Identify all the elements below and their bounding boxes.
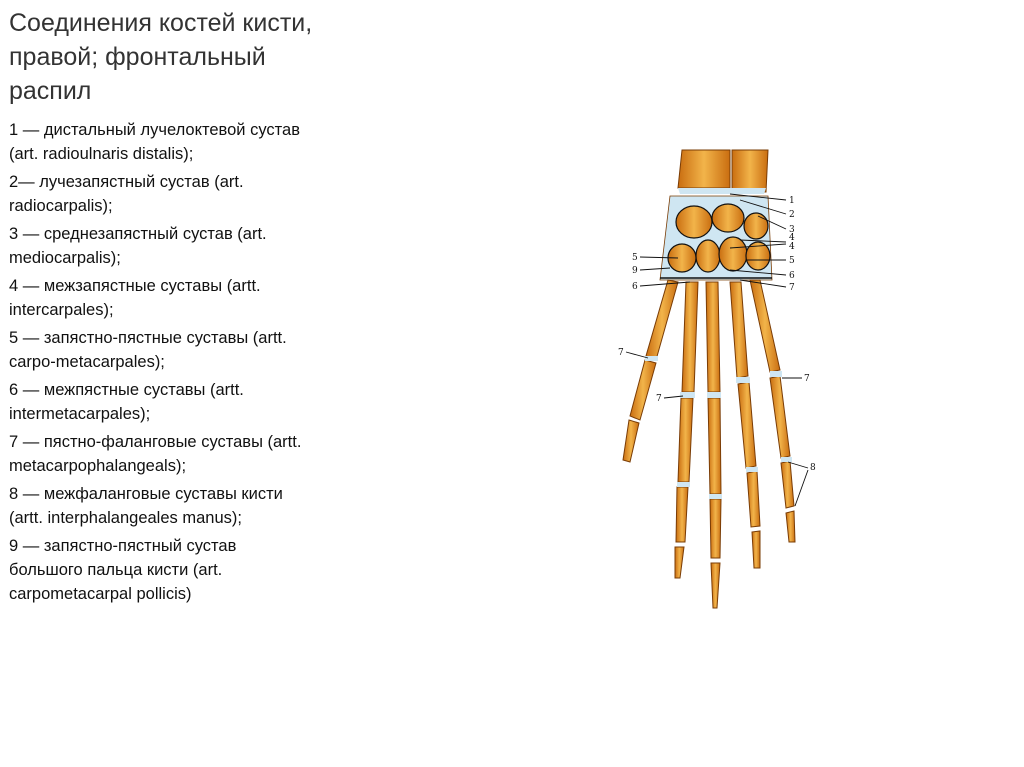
legend-item-2: [9, 170, 389, 218]
legend-item-3-line-2: mediocarpalis);: [9, 249, 121, 267]
legend-item-1: [9, 118, 389, 166]
legend-item-4-line-1: 4 — межзапястные суставы (artt.: [9, 277, 261, 295]
label-6-left: 6: [632, 282, 638, 292]
label-7-thumb: 7: [618, 348, 624, 358]
legend-item-8-line-2: (artt. interphalangeales manus);: [9, 509, 242, 527]
legend-item-1-line-2: (art. radioulnaris distalis);: [9, 145, 194, 163]
label-8: 8: [810, 463, 816, 473]
legend-item-9: [9, 534, 389, 606]
label-9-left: 9: [632, 266, 638, 276]
legend-item-7: [9, 430, 389, 478]
carpal-bones: [660, 196, 772, 280]
legend-item-8-line-1: 8 — межфаланговые суставы кисти: [9, 485, 283, 503]
legend-item-7-line-2: metacarpophalangeals);: [9, 457, 187, 475]
title-line-1: Соединения костей кисти,: [9, 9, 313, 37]
legend-item-6-line-1: 6 — межпястные суставы (artt.: [9, 381, 244, 399]
label-4b: 4: [789, 242, 795, 252]
label-2: 2: [789, 210, 795, 220]
legend-item-1-line-1: 1 — дистальный лучелоктевой сустав: [9, 121, 300, 139]
legend-item-4: [9, 274, 389, 322]
legend-item-6-line-2: intermetacarpales);: [9, 405, 151, 423]
label-1: 1: [789, 196, 795, 206]
label-4a: 4: [789, 233, 795, 243]
legend-item-5-line-1: 5 — запястно-пястные суставы (artt.: [9, 329, 287, 347]
label-7-little: 7: [804, 374, 810, 384]
legend-item-2-line-2: radiocarpalis);: [9, 197, 113, 215]
label-5-right: 5: [789, 256, 795, 266]
legend-item-5: [9, 326, 389, 374]
joint-legend: [9, 118, 389, 610]
label-7-right: 7: [789, 283, 795, 293]
title-line-3: распил: [9, 77, 92, 105]
legend-item-5-line-2: carpo-metacarpales);: [9, 353, 165, 371]
finger-bones: [623, 280, 795, 608]
legend-item-3: [9, 222, 389, 270]
forearm-bones: [678, 150, 768, 194]
legend-item-3-line-1: 3 — среднезапястный сустав (art.: [9, 225, 267, 243]
legend-item-8: [9, 482, 389, 530]
label-7-index: 7: [656, 394, 662, 404]
legend-item-2-line-1: 2— лучезапястный сустав (art.: [9, 173, 244, 191]
legend-item-7-line-1: 7 — пястно-фаланговые суставы (artt.: [9, 433, 302, 451]
label-5-left: 5: [632, 253, 638, 263]
title-line-2: правой; фронтальный: [9, 43, 266, 71]
diagram-title: [9, 6, 369, 108]
legend-item-6: [9, 378, 389, 426]
legend-item-9-line-1: 9 — запястно-пястный сустав: [9, 537, 237, 555]
label-3: 3: [789, 225, 795, 235]
hand-bones-illustration: [590, 130, 850, 630]
legend-item-9-line-3: carpometacarpal pollicis): [9, 585, 192, 603]
label-6-right: 6: [789, 271, 795, 281]
legend-item-9-line-2: большого пальца кисти (art.: [9, 561, 223, 579]
legend-item-4-line-2: intercarpales);: [9, 301, 114, 319]
